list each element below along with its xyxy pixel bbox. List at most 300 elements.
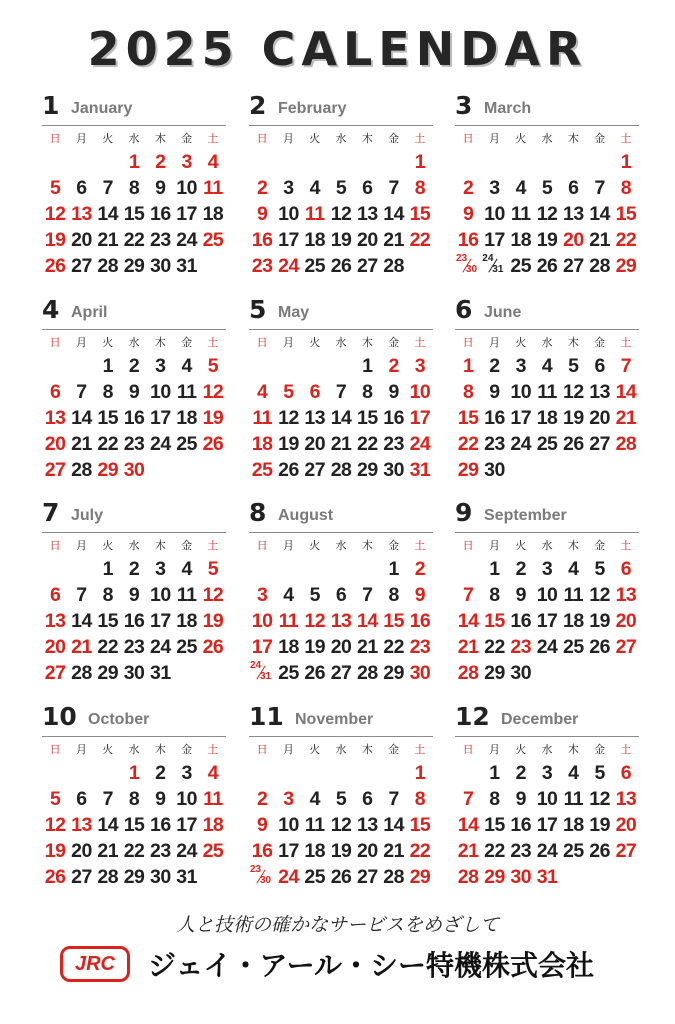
split-day-lower: 30 bbox=[466, 264, 478, 275]
day-cell: 7 bbox=[462, 788, 474, 810]
day-cell: 19 bbox=[536, 229, 558, 251]
day-cell: 21 bbox=[71, 433, 92, 455]
day-cell: 11 bbox=[537, 381, 557, 403]
day-cell: 11 bbox=[278, 610, 299, 632]
month-header bbox=[455, 704, 639, 734]
day-cell: 3 bbox=[283, 788, 294, 810]
day-cell: 21 bbox=[457, 840, 479, 862]
weekday-label: 土 bbox=[620, 132, 632, 145]
day-cell: 23 bbox=[123, 433, 145, 455]
weekday-label: 金 bbox=[594, 539, 606, 552]
day-cell: 21 bbox=[356, 636, 378, 658]
day-grid bbox=[249, 536, 433, 686]
empty-day bbox=[407, 253, 433, 279]
weekday-label: 土 bbox=[207, 743, 219, 756]
day-cell: 27 bbox=[44, 459, 66, 481]
day-cell: 2 bbox=[489, 355, 500, 377]
day-cell: 25 bbox=[304, 866, 326, 888]
day-cell: 15 bbox=[356, 407, 378, 429]
day-cell: 1 bbox=[128, 151, 140, 173]
empty-day bbox=[328, 760, 354, 786]
day-cell: 21 bbox=[330, 433, 352, 455]
day-cell: 28 bbox=[97, 866, 119, 888]
weekday-label: 金 bbox=[388, 336, 400, 349]
day-cell: 4 bbox=[181, 355, 192, 377]
day-cell: 15 bbox=[97, 610, 119, 632]
day-cell: 6 bbox=[49, 584, 61, 606]
day-cell: 22 bbox=[409, 840, 431, 862]
day-cell: 25 bbox=[202, 840, 224, 862]
weekday-label: 土 bbox=[414, 132, 426, 145]
day-grid bbox=[249, 129, 433, 279]
month-rule bbox=[455, 329, 639, 330]
day-cell: 24 bbox=[149, 433, 171, 455]
day-cell: 5 bbox=[335, 177, 347, 199]
day-cell: 29 bbox=[123, 255, 145, 277]
day-cell: 28 bbox=[356, 662, 378, 684]
day-grid bbox=[455, 129, 639, 279]
weekday-label: 水 bbox=[541, 539, 553, 552]
day-cell: 1 bbox=[102, 558, 113, 580]
day-cell: 14 bbox=[383, 814, 404, 836]
day-cell: 29 bbox=[356, 459, 378, 481]
day-cell: 7 bbox=[388, 788, 399, 810]
day-cell: 23 bbox=[510, 840, 532, 862]
day-cell: 24 bbox=[149, 636, 171, 658]
empty-day bbox=[275, 353, 301, 379]
empty-day bbox=[328, 149, 354, 175]
weekday-label: 水 bbox=[335, 743, 347, 756]
weekday-label: 火 bbox=[102, 539, 114, 552]
day-cell: 15 bbox=[123, 814, 145, 836]
day-cell: 3 bbox=[155, 558, 166, 580]
day-cell: 22 bbox=[356, 433, 378, 455]
empty-day bbox=[354, 556, 380, 582]
weekday-label: 日 bbox=[462, 743, 474, 756]
day-cell: 28 bbox=[71, 662, 92, 684]
empty-day bbox=[302, 149, 328, 175]
day-cell: 24 bbox=[536, 636, 558, 658]
day-cell: 19 bbox=[202, 407, 224, 429]
month-number: 2 bbox=[249, 91, 267, 120]
empty-day bbox=[455, 556, 481, 582]
day-cell: 6 bbox=[335, 584, 347, 606]
weekday-label: 金 bbox=[181, 743, 193, 756]
empty-day bbox=[302, 556, 328, 582]
day-cell: 7 bbox=[462, 584, 474, 606]
month-name: November bbox=[295, 711, 374, 728]
weekday-label: 土 bbox=[620, 539, 632, 552]
day-cell: 2 bbox=[462, 177, 474, 199]
split-day bbox=[249, 864, 275, 890]
empty-day bbox=[249, 149, 275, 175]
day-cell: 5 bbox=[594, 762, 605, 784]
day-cell: 12 bbox=[44, 203, 66, 225]
day-cell: 2 bbox=[414, 558, 426, 580]
day-cell: 25 bbox=[202, 229, 224, 251]
day-cell: 1 bbox=[489, 558, 500, 580]
day-cell: 3 bbox=[181, 762, 192, 784]
day-cell: 15 bbox=[409, 814, 431, 836]
empty-day bbox=[534, 457, 560, 483]
day-cell: 24 bbox=[176, 229, 197, 251]
day-cell: 5 bbox=[207, 355, 219, 377]
weekday-label: 金 bbox=[181, 539, 193, 552]
weekday-label: 水 bbox=[128, 743, 140, 756]
day-grid bbox=[249, 333, 433, 483]
weekday-label: 水 bbox=[541, 132, 553, 145]
day-cell: 17 bbox=[484, 229, 505, 251]
day-cell: 2 bbox=[155, 151, 166, 173]
day-cell: 28 bbox=[97, 255, 119, 277]
day-cell: 18 bbox=[278, 636, 299, 658]
day-cell: 25 bbox=[562, 636, 584, 658]
calendar-title: 2025 CALENDAR bbox=[87, 22, 588, 76]
day-cell: 30 bbox=[383, 459, 404, 481]
month-rule bbox=[455, 736, 639, 737]
day-cell: 14 bbox=[457, 814, 479, 836]
month-rule bbox=[249, 125, 433, 126]
day-cell: 25 bbox=[510, 255, 532, 277]
day-cell: 27 bbox=[562, 255, 584, 277]
weekday-label: 土 bbox=[207, 132, 219, 145]
month-header bbox=[249, 297, 433, 327]
day-cell: 30 bbox=[149, 866, 171, 888]
month-march bbox=[455, 91, 639, 277]
day-cell: 2 bbox=[256, 788, 268, 810]
month-july bbox=[42, 498, 226, 684]
day-cell: 9 bbox=[515, 584, 526, 606]
empty-day bbox=[508, 457, 534, 483]
weekday-label: 月 bbox=[75, 539, 87, 552]
month-may bbox=[249, 295, 433, 481]
day-cell: 2 bbox=[388, 355, 399, 377]
day-cell: 18 bbox=[562, 610, 584, 632]
weekday-label: 日 bbox=[462, 539, 474, 552]
month-header bbox=[249, 500, 433, 530]
month-june bbox=[455, 295, 639, 481]
day-cell: 12 bbox=[304, 610, 326, 632]
day-cell: 14 bbox=[97, 814, 119, 836]
split-day bbox=[481, 253, 507, 279]
month-january bbox=[42, 91, 226, 277]
day-cell: 28 bbox=[71, 459, 92, 481]
day-cell: 20 bbox=[615, 814, 637, 836]
empty-day bbox=[147, 457, 173, 483]
day-cell: 27 bbox=[330, 662, 352, 684]
weekday-label: 火 bbox=[309, 132, 321, 145]
day-cell: 31 bbox=[536, 866, 558, 888]
empty-day bbox=[455, 760, 481, 786]
day-cell: 6 bbox=[362, 177, 373, 199]
day-cell: 27 bbox=[71, 866, 92, 888]
day-cell: 4 bbox=[207, 151, 219, 173]
day-cell: 9 bbox=[155, 177, 166, 199]
weekday-label: 土 bbox=[620, 336, 632, 349]
day-cell: 8 bbox=[102, 381, 113, 403]
day-cell: 14 bbox=[383, 203, 404, 225]
weekday-label: 日 bbox=[256, 539, 268, 552]
month-april bbox=[42, 295, 226, 481]
day-cell: 20 bbox=[71, 840, 92, 862]
day-cell: 30 bbox=[510, 662, 532, 684]
day-cell: 22 bbox=[484, 636, 505, 658]
day-cell: 9 bbox=[128, 584, 140, 606]
month-rule bbox=[42, 125, 226, 126]
month-header bbox=[249, 93, 433, 123]
day-cell: 15 bbox=[409, 203, 431, 225]
day-cell: 6 bbox=[309, 381, 320, 403]
day-cell: 17 bbox=[149, 407, 171, 429]
day-cell: 13 bbox=[330, 610, 352, 632]
day-cell: 15 bbox=[383, 610, 404, 632]
tagline: 人と技術の確かなサービスをめざして bbox=[175, 914, 499, 936]
split-day-lower: 31 bbox=[492, 264, 504, 275]
weekday-label: 月 bbox=[282, 132, 294, 145]
day-cell: 30 bbox=[409, 662, 431, 684]
day-cell: 8 bbox=[362, 381, 373, 403]
day-cell: 9 bbox=[155, 788, 166, 810]
day-cell: 10 bbox=[278, 203, 299, 225]
day-cell: 20 bbox=[330, 636, 352, 658]
empty-day bbox=[302, 760, 328, 786]
empty-day bbox=[173, 660, 199, 686]
empty-day bbox=[586, 864, 612, 890]
day-cell: 30 bbox=[149, 255, 171, 277]
day-cell: 24 bbox=[510, 433, 532, 455]
month-header bbox=[455, 93, 639, 123]
month-name: September bbox=[484, 507, 567, 524]
empty-day bbox=[68, 149, 94, 175]
day-cell: 3 bbox=[181, 151, 192, 173]
day-cell: 21 bbox=[71, 636, 92, 658]
month-name: April bbox=[71, 304, 108, 321]
day-cell: 2 bbox=[155, 762, 166, 784]
day-cell: 11 bbox=[510, 203, 531, 225]
empty-day bbox=[95, 149, 121, 175]
empty-day bbox=[173, 457, 199, 483]
day-cell: 22 bbox=[123, 229, 145, 251]
month-rule bbox=[42, 532, 226, 533]
weekday-label: 火 bbox=[102, 132, 114, 145]
day-cell: 17 bbox=[176, 814, 197, 836]
day-cell: 5 bbox=[568, 355, 579, 377]
weekday-label: 水 bbox=[128, 336, 140, 349]
weekday-label: 木 bbox=[154, 132, 166, 145]
split-day bbox=[249, 660, 275, 686]
day-cell: 22 bbox=[383, 636, 404, 658]
day-cell: 15 bbox=[615, 203, 637, 225]
weekday-label: 日 bbox=[462, 132, 474, 145]
day-cell: 16 bbox=[510, 814, 532, 836]
day-cell: 9 bbox=[515, 788, 526, 810]
day-cell: 18 bbox=[251, 433, 273, 455]
month-name: January bbox=[71, 100, 133, 117]
weekday-label: 火 bbox=[309, 539, 321, 552]
day-cell: 10 bbox=[536, 584, 558, 606]
day-cell: 21 bbox=[615, 407, 637, 429]
day-cell: 11 bbox=[252, 407, 272, 429]
month-december bbox=[455, 702, 639, 888]
month-rule bbox=[455, 532, 639, 533]
day-cell: 26 bbox=[330, 255, 352, 277]
day-cell: 25 bbox=[536, 433, 558, 455]
day-cell: 14 bbox=[615, 381, 637, 403]
weekday-label: 日 bbox=[49, 743, 61, 756]
day-cell: 4 bbox=[207, 762, 219, 784]
day-cell: 29 bbox=[457, 459, 479, 481]
day-cell: 20 bbox=[562, 229, 584, 251]
day-cell: 10 bbox=[149, 584, 171, 606]
empty-day bbox=[200, 660, 226, 686]
day-cell: 2 bbox=[128, 355, 140, 377]
weekday-label: 火 bbox=[515, 132, 527, 145]
day-cell: 23 bbox=[484, 433, 505, 455]
day-cell: 7 bbox=[335, 381, 347, 403]
day-cell: 5 bbox=[283, 381, 294, 403]
day-cell: 10 bbox=[251, 610, 273, 632]
day-cell: 8 bbox=[388, 584, 399, 606]
day-cell: 30 bbox=[123, 459, 145, 481]
split-day-upper: 24 bbox=[482, 253, 494, 264]
day-cell: 29 bbox=[484, 866, 505, 888]
day-cell: 28 bbox=[383, 255, 404, 277]
day-cell: 15 bbox=[484, 814, 505, 836]
day-cell: 3 bbox=[414, 355, 426, 377]
empty-day bbox=[380, 760, 406, 786]
day-cell: 7 bbox=[594, 177, 605, 199]
empty-day bbox=[42, 760, 68, 786]
empty-day bbox=[249, 556, 275, 582]
weekday-label: 火 bbox=[309, 743, 321, 756]
empty-day bbox=[68, 353, 94, 379]
month-november bbox=[249, 702, 433, 888]
month-name: August bbox=[278, 507, 334, 524]
day-cell: 12 bbox=[589, 584, 610, 606]
day-cell: 17 bbox=[536, 814, 558, 836]
weekday-label: 火 bbox=[515, 539, 527, 552]
day-cell: 1 bbox=[128, 762, 140, 784]
day-cell: 23 bbox=[510, 636, 532, 658]
day-cell: 9 bbox=[388, 381, 399, 403]
day-cell: 17 bbox=[278, 840, 299, 862]
day-cell: 25 bbox=[176, 433, 197, 455]
day-cell: 19 bbox=[44, 840, 66, 862]
day-cell: 15 bbox=[484, 610, 505, 632]
day-cell: 17 bbox=[510, 407, 532, 429]
empty-day bbox=[560, 660, 586, 686]
day-cell: 20 bbox=[356, 840, 378, 862]
weekday-label: 月 bbox=[488, 132, 500, 145]
day-cell: 13 bbox=[44, 610, 66, 632]
day-grid bbox=[455, 740, 639, 890]
month-number: 11 bbox=[249, 702, 284, 731]
split-day-lower: 30 bbox=[260, 875, 272, 886]
weekday-label: 土 bbox=[414, 336, 426, 349]
day-cell: 26 bbox=[589, 636, 610, 658]
day-cell: 11 bbox=[176, 584, 197, 606]
empty-day bbox=[481, 149, 507, 175]
day-cell: 31 bbox=[176, 866, 197, 888]
day-cell: 27 bbox=[356, 866, 378, 888]
day-cell: 10 bbox=[409, 381, 431, 403]
day-cell: 11 bbox=[304, 814, 325, 836]
empty-day bbox=[534, 149, 560, 175]
weekday-label: 土 bbox=[207, 336, 219, 349]
month-number: 5 bbox=[249, 295, 267, 324]
empty-day bbox=[508, 149, 534, 175]
day-cell: 18 bbox=[304, 229, 326, 251]
month-name: December bbox=[501, 711, 579, 728]
day-cell: 10 bbox=[484, 203, 505, 225]
day-cell: 20 bbox=[44, 636, 66, 658]
month-number: 7 bbox=[42, 498, 60, 527]
day-cell: 4 bbox=[309, 788, 320, 810]
day-cell: 12 bbox=[202, 584, 224, 606]
day-cell: 19 bbox=[304, 636, 326, 658]
day-cell: 23 bbox=[123, 636, 145, 658]
month-header bbox=[42, 704, 226, 734]
day-cell: 26 bbox=[304, 662, 326, 684]
day-cell: 22 bbox=[97, 636, 119, 658]
day-cell: 28 bbox=[330, 459, 352, 481]
weekday-label: 月 bbox=[488, 336, 500, 349]
day-cell: 18 bbox=[202, 814, 224, 836]
day-cell: 20 bbox=[356, 229, 378, 251]
day-cell: 20 bbox=[589, 407, 610, 429]
day-cell: 27 bbox=[615, 840, 637, 862]
day-cell: 17 bbox=[278, 229, 299, 251]
weekday-label: 金 bbox=[594, 132, 606, 145]
month-name: May bbox=[278, 304, 310, 321]
day-cell: 24 bbox=[536, 840, 558, 862]
day-cell: 26 bbox=[202, 636, 224, 658]
day-cell: 9 bbox=[489, 381, 500, 403]
day-cell: 25 bbox=[176, 636, 197, 658]
day-grid bbox=[42, 536, 226, 686]
month-header bbox=[455, 297, 639, 327]
day-cell: 6 bbox=[76, 788, 87, 810]
month-number: 6 bbox=[455, 295, 473, 324]
day-cell: 7 bbox=[620, 355, 632, 377]
day-cell: 3 bbox=[541, 762, 553, 784]
empty-day bbox=[275, 556, 301, 582]
day-cell: 31 bbox=[409, 459, 431, 481]
day-cell: 6 bbox=[620, 762, 632, 784]
day-cell: 16 bbox=[251, 229, 273, 251]
month-rule bbox=[42, 329, 226, 330]
day-cell: 10 bbox=[176, 788, 197, 810]
day-cell: 28 bbox=[615, 433, 637, 455]
empty-day bbox=[200, 253, 226, 279]
day-cell: 30 bbox=[484, 459, 505, 481]
weekday-label: 土 bbox=[414, 743, 426, 756]
weekday-label: 水 bbox=[335, 539, 347, 552]
weekday-label: 木 bbox=[567, 539, 579, 552]
day-cell: 24 bbox=[409, 433, 431, 455]
weekday-label: 水 bbox=[335, 132, 347, 145]
month-september bbox=[455, 498, 639, 684]
month-october bbox=[42, 702, 226, 888]
day-cell: 26 bbox=[278, 459, 299, 481]
weekday-label: 木 bbox=[567, 743, 579, 756]
day-cell: 26 bbox=[536, 255, 558, 277]
day-cell: 13 bbox=[589, 381, 610, 403]
jrc-logo: JRC bbox=[60, 946, 130, 982]
weekday-label: 木 bbox=[154, 539, 166, 552]
day-cell: 6 bbox=[620, 558, 632, 580]
weekday-label: 日 bbox=[256, 336, 268, 349]
